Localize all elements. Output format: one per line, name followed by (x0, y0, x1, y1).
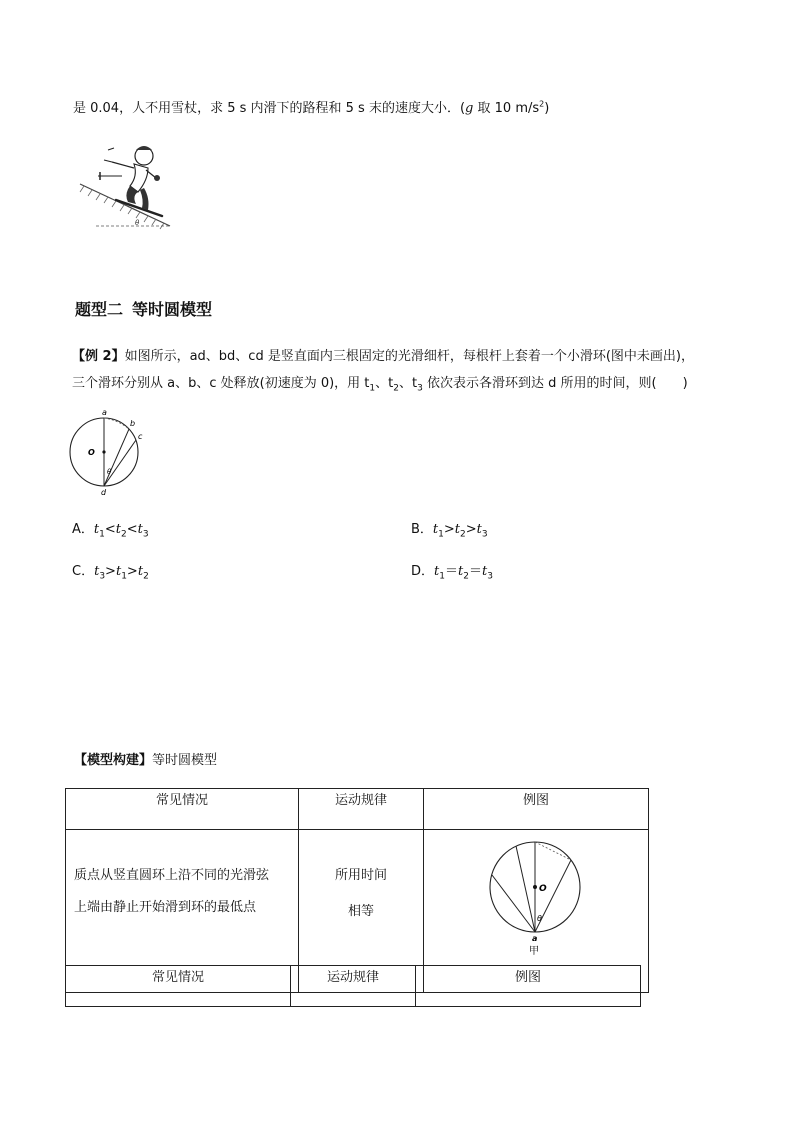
col-header-rule-2: 运动规律 (291, 966, 416, 1007)
col-header-figure-2: 例图 (416, 966, 641, 1007)
circle-rods-figure (62, 402, 158, 498)
cell-situation: 质点从竖直圆环上沿不同的光滑弦 上端由静止开始滑到环的最低点 (66, 830, 299, 993)
col-header-situation: 常见情况 (66, 789, 299, 830)
example-2-line1: 【例 2】如图所示，ad、bd、cd 是竖直面内三根固定的光滑细杆，每根杆上套着一个小滑环(图中未画出)， (72, 349, 694, 364)
fig-label-a: a (532, 934, 538, 943)
model-table-2 (65, 965, 641, 1007)
fig-label-o: O (539, 884, 547, 894)
label-o: O (88, 448, 95, 457)
label-c: c (138, 432, 143, 441)
fig-label-theta: θ (537, 914, 542, 923)
option-d[interactable]: D．$t_1=t_2=t_3$ (411, 564, 493, 582)
fig-caption: 甲 (529, 946, 539, 957)
model-heading: 【模型构建】等时圆模型 (74, 753, 218, 768)
label-theta: θ (107, 468, 112, 476)
svg-text:θ: θ (135, 219, 140, 227)
cell-rule: 所用时间 相等 (299, 830, 424, 993)
option-c[interactable]: C．$t_3>t_1>t_2$ (72, 564, 149, 582)
skier-figure (78, 140, 178, 232)
col-header-figure: 例图 (424, 789, 649, 830)
example-2-line2: 三个滑环分别从 a、b、c 处释放(初速度为 0)，用 $t_1$、$t_2$、$t_3$ 依次表示各滑环到达 d 所用的时间，则( ) (72, 376, 688, 394)
model-table (65, 788, 649, 993)
option-b[interactable]: B．$t_1>t_2>t_3$ (411, 522, 488, 540)
col-header-rule: 运动规律 (299, 789, 424, 830)
equal-time-circle-figure (481, 831, 591, 959)
label-d: d (101, 488, 107, 497)
label-a: a (102, 408, 107, 417)
problem-continuation: 是 0.04，人不用雪杖，求 5 s 内滑下的路程和 5 s 末的速度大小．(g 取 10 $m/s^2$) (73, 99, 550, 116)
section-heading: 题型二 等时圆模型 (75, 300, 213, 319)
col-header-situation-2: 常见情况 (66, 966, 291, 1007)
option-a[interactable]: A．$t_1<t_2<t_3$ (72, 522, 149, 540)
label-b: b (130, 419, 136, 428)
